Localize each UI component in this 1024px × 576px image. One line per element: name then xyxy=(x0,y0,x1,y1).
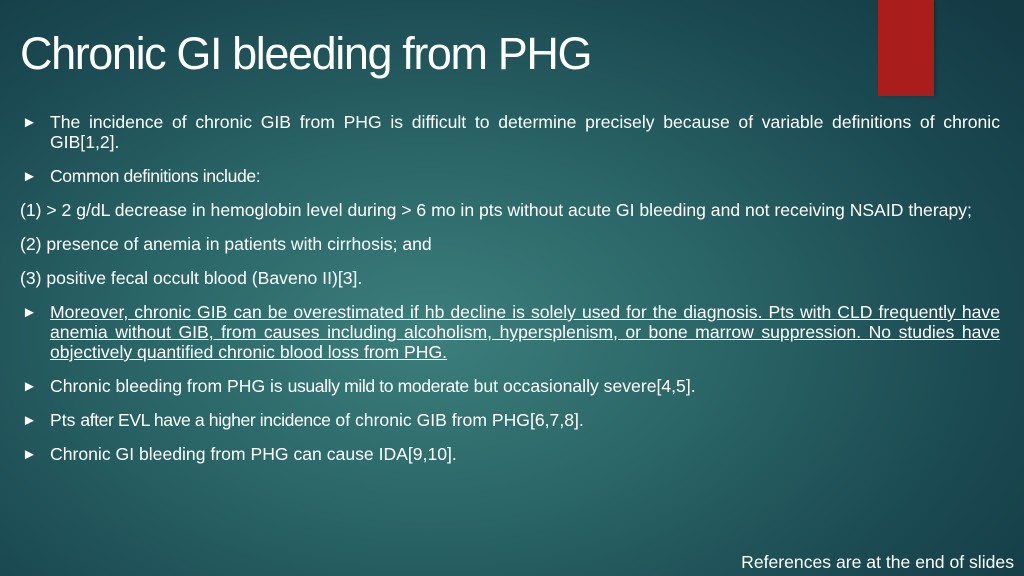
bullet-item xyxy=(20,444,1000,464)
triangle-right-icon: ► xyxy=(22,114,37,131)
definition-text: (2) presence of anemia in patients with cirrhosis; and xyxy=(20,234,432,254)
bullet-text-after: but occasionally severe[4,5]. xyxy=(468,376,696,396)
definition-text: (1) > 2 g/dL decrease in hemoglobin level during > 6 mo in pts without acute GI bleeding and not receiving NSAID therapy; xyxy=(20,200,972,220)
triangle-right-icon: ► xyxy=(22,446,37,463)
definition-item xyxy=(20,268,1000,288)
bullet-text-before: Pts xyxy=(50,410,81,430)
bullet-text-before: Chronic bleeding from PHG is xyxy=(50,376,288,396)
bullet-item xyxy=(20,376,1000,396)
triangle-right-icon: ► xyxy=(22,168,37,185)
bullet-item xyxy=(20,166,1000,186)
bullet-text: Chronic GI bleeding from PHG can cause IDA[9,10]. xyxy=(50,444,457,464)
definition-item xyxy=(20,200,1000,220)
triangle-right-icon: ► xyxy=(22,378,37,395)
slide-content xyxy=(20,112,1000,478)
bullet-item xyxy=(20,112,1000,152)
bullet-highlight: usually mild to moderate xyxy=(287,376,469,396)
bullet-text-after: of chronic GIB from PHG[6,7,8]. xyxy=(330,410,584,430)
bullet-highlight: after EVL have a higher incidence xyxy=(80,410,331,430)
bullet-text: The incidence of chronic GIB from PHG is difficult to determine precisely because of variable definitions of chronic GIB[1,2]. xyxy=(50,112,1000,152)
bullet-text: Common definitions include: xyxy=(50,166,261,186)
accent-bar xyxy=(878,0,934,96)
bullet-item xyxy=(20,410,1000,430)
bullet-item xyxy=(20,302,1000,362)
slide-title: Chronic GI bleeding from PHG xyxy=(20,28,592,79)
underlined-bullet-text: Moreover, chronic GIB can be overestimated if hb decline is solely used for the diagnosis. Pts with CLD frequently have anemia without GIB, from causes including alcoholism, hypersplenism, or bone marrow suppression. No studies have objectively quantified chronic blood loss from PHG. xyxy=(50,302,1000,362)
triangle-right-icon: ► xyxy=(22,304,37,321)
definition-item xyxy=(20,234,1000,254)
definition-text: (3) positive fecal occult blood (Baveno II)[3]. xyxy=(20,268,363,288)
footer-note: References are at the end of slides xyxy=(741,552,1014,572)
triangle-right-icon: ► xyxy=(22,412,37,429)
